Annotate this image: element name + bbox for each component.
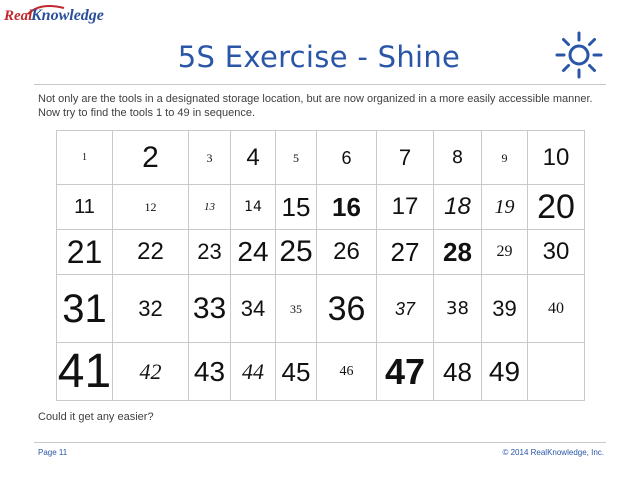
grid-cell: 17 — [376, 184, 434, 230]
grid-cell: 12 — [112, 184, 189, 230]
grid-cell: 39 — [481, 274, 528, 343]
grid-cell: 24 — [230, 229, 276, 275]
grid-cell: 30 — [527, 229, 585, 275]
grid-cell: 48 — [433, 342, 482, 401]
grid-cell: 3 — [188, 130, 231, 185]
intro-text: Not only are the tools in a designated storage location, but are now organized in a more easily accessible manner. Now try to find the tools 1 to 49 in sequence. — [38, 93, 593, 119]
grid-cell: 14 — [230, 184, 276, 230]
grid-cell — [527, 342, 585, 401]
title-divider — [34, 84, 606, 85]
grid-cell: 23 — [188, 229, 231, 275]
sun-icon — [554, 30, 604, 80]
grid-cell: 35 — [275, 274, 317, 343]
logo-text-knowledge: Knowledge — [31, 7, 104, 24]
copyright: © 2014 RealKnowledge, Inc. — [502, 448, 604, 457]
grid-cell: 19 — [481, 184, 528, 230]
grid-cell: 2 — [112, 130, 189, 185]
grid-cell: 33 — [188, 274, 231, 343]
grid-cell: 18 — [433, 184, 482, 230]
grid-cell: 1 — [56, 130, 113, 185]
grid-cell: 8 — [433, 130, 482, 185]
grid-cell: 45 — [275, 342, 317, 401]
grid-cell: 42 — [112, 342, 189, 401]
slide-title: 5S Exercise - Shine — [177, 40, 461, 74]
grid-cell: 36 — [316, 274, 377, 343]
grid-cell: 11 — [56, 184, 113, 230]
grid-cell: 40 — [527, 274, 585, 343]
grid-cell: 44 — [230, 342, 276, 401]
grid-cell: 9 — [481, 130, 528, 185]
number-grid — [56, 130, 584, 400]
grid-cell: 46 — [316, 342, 377, 401]
grid-cell: 29 — [481, 229, 528, 275]
grid-cell: 4 — [230, 130, 276, 185]
grid-cell: 16 — [316, 184, 377, 230]
footer-divider — [34, 442, 606, 443]
grid-cell: 25 — [275, 229, 317, 275]
grid-cell: 6 — [316, 130, 377, 185]
grid-cell: 10 — [527, 130, 585, 185]
logo-text-real: Real — [4, 8, 33, 24]
grid-cell: 5 — [275, 130, 317, 185]
grid-cell: 15 — [275, 184, 317, 230]
grid-cell: 13 — [188, 184, 231, 230]
grid-cell: 38 — [433, 274, 482, 343]
grid-cell: 20 — [527, 184, 585, 230]
grid-cell: 31 — [56, 274, 113, 343]
grid-cell: 34 — [230, 274, 276, 343]
grid-cell: 43 — [188, 342, 231, 401]
page-number: Page 11 — [38, 448, 68, 457]
grid-cell: 37 — [376, 274, 434, 343]
grid-cell: 47 — [376, 342, 434, 401]
grid-cell: 7 — [376, 130, 434, 185]
grid-cell: 26 — [316, 229, 377, 275]
grid-cell: 49 — [481, 342, 528, 401]
grid-cell: 32 — [112, 274, 189, 343]
grid-cell: 41 — [56, 342, 113, 401]
grid-cell: 22 — [112, 229, 189, 275]
grid-cell: 21 — [56, 229, 113, 275]
grid-cell: 28 — [433, 229, 482, 275]
grid-cell: 27 — [376, 229, 434, 275]
closing-question: Could it get any easier? — [38, 411, 154, 423]
